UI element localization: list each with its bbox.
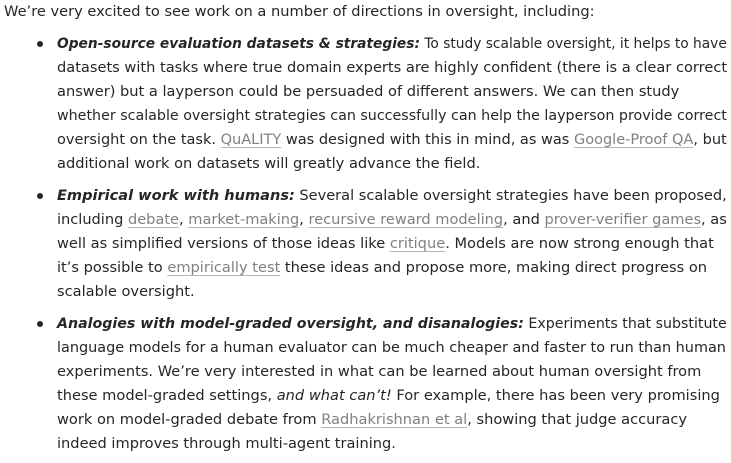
- text-line: including debate, market-making, recursive reward modeling, and prover-verifier games, as: [57, 211, 727, 228]
- market-making-link[interactable]: market-making: [188, 211, 300, 228]
- recursive-reward-modeling-link[interactable]: recursive reward modeling: [308, 211, 504, 228]
- empirically-test-link[interactable]: empirically test: [167, 259, 281, 276]
- text-line: these model-graded settings, and what can’t! For example, there has been very promising: [57, 387, 720, 404]
- radhakrishnan-et-al-link[interactable]: Radhakrishnan et al: [321, 411, 468, 428]
- item-heading: Open-source evaluation datasets & strategies:: [57, 36, 420, 52]
- bullet-icon: [37, 321, 43, 327]
- list-item-open-source-datasets: [57, 32, 727, 176]
- prover-verifier-games-link[interactable]: prover-verifier games: [544, 211, 702, 228]
- list-item-model-graded-oversight: [57, 312, 727, 456]
- debate-link[interactable]: debate: [127, 211, 179, 228]
- list-item-empirical-work-humans: [57, 184, 727, 304]
- text-line: work on model-graded debate from Radhakrishnan et al, showing that judge accuracy: [57, 411, 688, 428]
- item-heading: Analogies with model-graded oversight, and disanalogies:: [57, 316, 524, 332]
- text-line: well as simplified versions of those ideas like critique. Models are now strong enough that: [57, 235, 714, 252]
- text-line: language models for a human evaluator can be much cheaper and faster to run than human: [57, 340, 726, 356]
- text-line: oversight on the task. QuALITY was designed with this in mind, as was Google-Proof QA, but: [57, 132, 727, 148]
- intro-paragraph: We’re very excited to see work on a number of directions in oversight, including:: [4, 3, 595, 20]
- text-line: answer) but a layperson could be persuaded of different answers. We can then study: [57, 83, 680, 100]
- quality-link[interactable]: QuALITY: [220, 132, 282, 148]
- text-line: experiments. We’re very interested in what can be learned about human oversight from: [57, 363, 702, 380]
- text-line: whether scalable oversight strategies can successfully can help the layperson provide correct: [57, 108, 727, 124]
- bullet-icon: [37, 193, 43, 199]
- text-line: it’s possible to empirically test these ideas and propose more, making direct progress on: [57, 259, 708, 276]
- critique-link[interactable]: critique: [389, 235, 446, 252]
- text-line: Empirical work with humans: Several scalable oversight strategies have been proposed,: [57, 187, 727, 204]
- text-line: Open-source evaluation datasets & strategies: To study scalable oversight, it helps to have: [57, 36, 727, 52]
- emphasis-text: and what can’t!: [276, 387, 392, 404]
- text-line: Analogies with model-graded oversight, and disanalogies: Experiments that substitute: [57, 316, 727, 332]
- text-line: indeed improves through multi-agent training.: [57, 435, 396, 452]
- bullet-icon: [37, 41, 43, 47]
- text-line: datasets with tasks where true domain experts are highly confident (there is a clear correct: [57, 59, 728, 76]
- text-line: scalable oversight.: [57, 283, 195, 300]
- google-proof-qa-link[interactable]: Google-Proof QA: [573, 132, 694, 148]
- item-heading: Empirical work with humans:: [57, 187, 295, 204]
- text-line: additional work on datasets will greatly advance the field.: [57, 155, 481, 172]
